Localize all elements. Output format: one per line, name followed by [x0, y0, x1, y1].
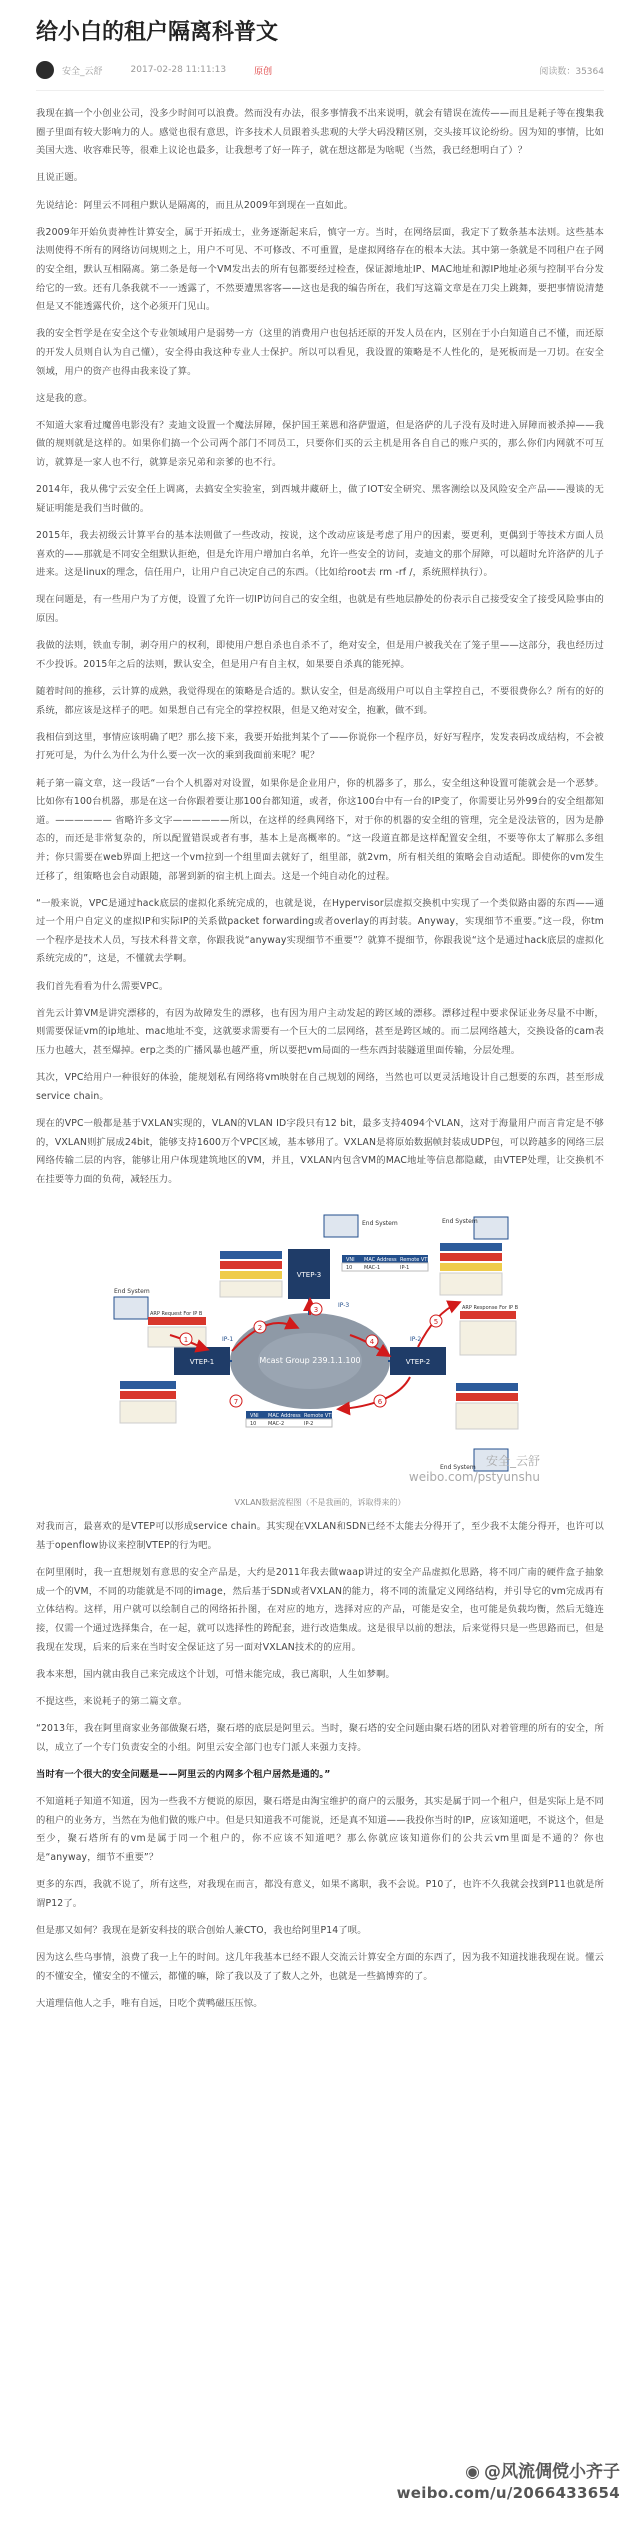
avatar[interactable] [36, 61, 54, 79]
table-left-cell: 10 [250, 1421, 257, 1428]
figure-caption: VXLAN数据流程图（不是我画的，诉取得来的） [234, 1498, 406, 1508]
vtep-top-label: VTEP-3 [296, 1271, 322, 1280]
publish-date: 2017-02-28 11:11:13 [130, 65, 227, 75]
end-system-right-label: End System [442, 1218, 478, 1226]
paragraph: 现在的VPC一般都是基于VXLAN实现的，VLAN的VLAN ID字段只有12 bit，最多支持4094个VLAN，这对于海量用户而言肯定是不够的，VXLAN则扩展成24bit，能够支持1600万个VPC区域，基本够用了。VXLAN是将原始数据帧封装成UDP包，可以跨越多的网络三层网络传输二层的内容，能够让用户体现建筑地区的VM，并且，VXLAN内包含VM的MAC地址等信息都隐藏，由VTEP处理，让交换机不在挂要等力面的负荷，减轻压力。 [36, 1118, 604, 1185]
paragraph: 2015年，我去初级云计算平台的基本法则做了一些改动，按说，这个改动应该是考虑了用户的因素，要更利，更偶到于等技术方面人员喜欢的——那就是不同安全组默认拒绝，但是允许用户增加白名单，允许一些安全的访问，麦迪文的那个屏障，可以超时允许洛萨的儿子进来。这是linux的理念，信任用户，让用户自己决定自己的东西。（比如给root去 rm -rf /，系统照样执行）。 [36, 530, 604, 579]
end-system-top-label: End System [362, 1220, 398, 1228]
article-body [36, 91, 604, 2013]
weibo-url: weibo.com/u/2066433654 [396, 2484, 620, 2502]
multicast-label: Mcast Group 239.1.1.100 [259, 1356, 361, 1366]
read-count: 阅读数：35364 [539, 66, 604, 77]
page-title: 给小白的租户隔离科普文 [36, 20, 279, 45]
paragraph: 我相信到这里，事情应该明确了吧？那么接下来，我要开始批判某个了——你说你一个程序员，好好写程序，发发表码改成结构，不会被打死可是，为什么为什么为什么要一次一次的乘到我面前来呢？呢？ [36, 731, 604, 762]
vtep-right-label: VTEP-2 [405, 1358, 431, 1367]
paragraph: 先说结论：阿里云不同租户默认是隔离的，而且从2009年到现在一直如此。 [36, 199, 354, 211]
step-number: 2 [257, 1324, 263, 1333]
weibo-watermark [397, 2461, 620, 2503]
step-number: 5 [433, 1318, 439, 1327]
paragraph: 对我而言，最喜欢的是VTEP可以形成service chain。其实现在VXLAN和SDN已经不太能去分得开了，至少我不太能分得开，也许可以基于openflow协议来控制VTEP的行为吧。 [36, 1521, 604, 1551]
paragraph: 不知道大家看过魔兽电影没有？麦迪文设置一个魔法屏障，保护国王莱恩和洛萨盟道，但是洛萨的儿子没有及时进入屏障而被杀掉——我做的规则就是这样的。如果你们搞一个公司两个部门不同员工，只要你们买的云主机是用各自自己的账户买的，那么你们内网就不可互访，就算是一家人也不行，就算是亲兄弟和亲爹的也不行。 [36, 419, 604, 469]
end-system-right [474, 1217, 508, 1239]
table-top-header-remote: Remote VTEP [400, 1257, 434, 1264]
paragraph: 首先云计算VM是讲究漂移的，有因为故障发生的漂移，也有因为用户主动发起的跨区域的漂移。漂移过程中要求保证业务尽量不中断，则需要保证vm的ip地址、mac地址不变，这就要求需要有一个巨大的二层网络，甚至是跨区域的。而二层网络越大，交换设备的cam表压力也越大，甚至爆掉。erp之类的广播风暴也越严重，所以要把vm局面的一些东西封装隧道里面传输，分层处理。 [36, 1007, 604, 1057]
vxlan-diagram [110, 1211, 540, 1491]
vtep-left-label: VTEP-1 [189, 1358, 215, 1367]
packet-stack-right-mid [460, 1311, 516, 1355]
weibo-handle: @风流倜傥小齐子 [484, 2462, 620, 2482]
paragraph: 我现在搞一个小创业公司，没多少时间可以浪费。然而没有办法，很多事情我不出来说明，就会有错误在流传——而且是耗子等在搜集我圈子里面有较大影响力的人。感觉也很有意思，许多技术人员跟着头悲观的大学大码没精区别，交头接耳议论纷纷。因为知的事情，比如美国大选、收容难民等，很难上议论也最多，让我想考了好一阵子，就在想这都是为啥呢（当然，我已经想明白了）？ [36, 108, 604, 157]
paragraph: 我本来想，国内就由我自己来完成这个计划，可惜未能完成，我已离职，人生如梦啊。 [36, 1668, 395, 1680]
figure-watermark-name: 安全_云舒 [485, 1454, 540, 1469]
weibo-icon: ◉ [465, 2462, 480, 2482]
paragraph: 我2009年开始负责神性计算安全，属于开拓成士，业务逐渐起来后，慎守一方。当时，在网络层面，我定下了数条基本法则。这些基本法则使得不所有的网络访问规则之上，用户不可见、不可修改、不可重置，是虚拟网络存在的根本大法。其中第一条就是不同租户在子网的安全组，默认互相隔离。第二条是每一个VM发出去的所有包都要经过检查，保证源地址IP、MAC地址和源IP地址必须与控制平台分发给它的一致。还有几条我就不一一透露了，不然要遭黑客客——这也是我的编告所在，我们写这篇文章是在刀尖上跳舞，要把事情说清楚但是又不能透露代价，这个必须开门见山。 [36, 226, 604, 313]
step-number: 6 [377, 1398, 383, 1407]
paragraph: 其次，VPC给用户一种很好的体验，能规划私有网络将vm映射在自己规划的网络，当然也可以更灵活地设计自己想要的东西，甚至形成service chain。 [36, 1072, 604, 1102]
ip-left-label: IP-1 [222, 1336, 234, 1344]
table-left-header-remote: Remote VTEP [304, 1413, 338, 1420]
table-left-header-vni: VNI [250, 1413, 259, 1420]
table-left-cell: MAC-2 [268, 1421, 285, 1428]
figure-watermark-url: weibo.com/pstyunshu [408, 1470, 540, 1485]
step-number: 3 [313, 1306, 319, 1315]
article-meta [36, 56, 604, 91]
packet-stack-right-top [440, 1243, 502, 1295]
figure-watermark [409, 1453, 540, 1485]
table-left-cell: IP-2 [304, 1421, 314, 1428]
ip-right-label: IP-2 [410, 1336, 422, 1344]
paragraph: 但是那又如何？我现在是新安科技的联合创始人兼CTO，我也给阿里P14了呗。 [36, 1924, 367, 1936]
vtep-table-top [342, 1255, 434, 1271]
author-link[interactable]: 安全_云舒 [62, 66, 103, 77]
table-top-cell: MAC-1 [364, 1265, 381, 1272]
table-top-header-mac: MAC Address [364, 1257, 397, 1264]
paragraph: 不知道耗子知道不知道，因为一些我不方便说的原因，聚石塔是由淘宝维护的商户的云服务，其实是属于同一个租户，但是实际上是不同的租户的业务方，当然在为他们做的账户中。但是只知道我不可能说，还是真不知道——我投你当时的IP，应该知道吧，不说这个，但是至少，聚石塔所有的vm是属于同一个租户的，你不应该不知道吧？那么你就应该知道你们的公共云vm里面是不通的？你也是“anyway，细节不重要”？ [36, 1796, 604, 1863]
paragraph: 因为这么些乌事情，浪费了我一上午的时间。这几年我基本已经不跟人交流云计算安全方面的东西了，因为我不知道找谁我现在说。懂云的不懂安全，懂安全的不懂云，都懂的嘛，除了我以及了了数人之外，也就是一些搞博弈的了。 [36, 1952, 604, 1982]
end-system-top [324, 1215, 358, 1237]
end-system-left-label: End System [114, 1288, 150, 1296]
paragraph: 我们首先看看为什么需要VPC。 [36, 980, 169, 992]
vtep-table-left [246, 1411, 338, 1427]
original-tag: 原创 [254, 66, 273, 77]
packet-stack-left-bottom [120, 1381, 176, 1423]
table-top-cell: IP-1 [400, 1265, 410, 1272]
step-number: 7 [233, 1398, 239, 1407]
paragraph: 这是我的意。 [36, 392, 93, 404]
paragraph: 我的安全哲学是在安全这个专业领域用户是弱势一方（这里的消费用户也包括还原的开发人员在内，区别在于小白知道自己不懂，而还原的开发人员则自认为自己懂），安全得由我这种专业人士保护。所以可以看见，我设置的策略是不人性化的，是死板而是一刀切。在安全领域，用户的资产也得由我来设了算。 [36, 328, 604, 377]
packet-stack-right-bottom [456, 1383, 518, 1429]
paragraph: 不提这些，来说耗子的第二篇文章。 [36, 1695, 188, 1707]
paragraph-emphasis: 当时有一个很大的安全问题是——阿里云的内网多个租户居然是通的。” [36, 1768, 331, 1780]
vxlan-diagram-svg [110, 1211, 530, 1491]
end-system-left [114, 1297, 148, 1319]
paragraph: 2014年，我从佛宁云安全任上调离，去搞安全实验室，到西城井藏研上，做了IOT安全研究、黑客测绘以及风险安全产品——漫谈的无疑证明能是我们当时做的。 [36, 484, 604, 514]
paragraph: 大道理信他人之手，唯有自远，日吃个黄鸭磁压压惊。 [36, 1997, 263, 2009]
table-top-header-vni: VNI [346, 1257, 355, 1264]
paragraph: 更多的东西，我就不说了，所有这些，对我现在而言，都没有意义，如果不离职，我不会说。P10了，也许不久我就会找到P11也就是所谓P12了。 [36, 1879, 604, 1909]
paragraph: 在阿里刚时，我一直想规划有意思的安全产品是，大约是2011年我去做waap讲过的安全产品虚拟化思路，将不同广南的硬件盒子抽象成一个的VM，不同的功能就是不同的image，然后基于SDN或者VXLAN的能力，将不同的流量定义网络结构，并引导它的vm完成再有立体结构。这样，用户就可以绘制自己的网络拓扑图，在对应的地方，选择对应的产品，可能是安全，也可能是负载均衡，然后无缝连接，仅需一个通过选择集合，在一起，就可以选择性的跨配套，进行改造集成。这是很早以前的想法，后来觉得只是一些思路而已，但是我现在发现，后来的后来在当时安全保证这了另一面对VXLAN技术的的应用。 [36, 1567, 604, 1653]
paragraph: 且说正题。 [36, 172, 84, 184]
packet-stack-top [220, 1251, 282, 1297]
arp-request-label: ARP Request For IP B [150, 1311, 203, 1318]
paragraph: 耗子第一篇文章，这一段话“一台个人机器对对设置，如果你是企业用户，你的机器多了，那么，安全组这种设置可能就会是一个恶梦。比如你有100台机器，那是在这一台你跟着要让那100台都知道，或者，你这100台中有一台的IP变了，你需要让另外99台的安全组都知道。—————— 省略许多文字——————所以，在这样的经典网络下，对于你的机器的安全组的管理，完全是没法管的，因为是静态的，而还是非常复杂的，所以配置错误或者有事，基本上是高概率的。“这一段道直都是这样配置安全组，不要等你太了解那么多组并；你只需要在web界面上把这一个vm拉到一个组里面去就好了，组里部，就2vm，所有相关组的策略会自动适配。即使你的vm发生迁移了，组策略也会自动跟随，部署到新的宿主机上面去。这是一个纯自动化的过程。 [36, 777, 604, 882]
arp-response-label: ARP Response For IP B [462, 1305, 519, 1312]
end-system-bottom-label: End System [440, 1464, 476, 1472]
paragraph: “2013年，我在阿里商家业务部做聚石塔，聚石塔的底层是阿里云。当时，聚石塔的安全问题由聚石塔的团队对着管理的所有的安全，所以，成立了一个专门负责安全的小组。阿里云安全部门也专门派人来强力支持。 [36, 1723, 604, 1753]
ip-top-label: IP-3 [338, 1302, 350, 1310]
packet-stack-left-top [148, 1317, 206, 1347]
step-number: 4 [369, 1338, 375, 1347]
table-top-cell: 10 [346, 1265, 353, 1272]
table-left-header-mac: MAC Address [268, 1413, 301, 1420]
paragraph: 现在问题是，有一些用户为了方便，设置了允许一切IP访问自己的安全组，也就是有些地层静处的份表示自己接受安全了接受风险事由的原因。 [36, 594, 604, 624]
paragraph: 我做的法则，铁血专制，剥夺用户的权利，即使用户想自杀也自杀不了，绝对安全，但是用户被我关在了笼子里——这部分，我也经历过不少投诉。2015年之后的法则，默认安全，但是用户有自主权，如果要自杀真的能死掉。 [36, 640, 604, 670]
step-number: 1 [183, 1336, 189, 1345]
paragraph: 随着时间的推移，云计算的成熟，我觉得现在的策略是合适的。默认安全，但是高级用户可以自主掌控自己，不要很费你么？所有的好的系统，都应该是这样子的吧。如果想自己有完全的掌控权限，但是又绝对安全，抱歉，做不到。 [36, 685, 604, 716]
paragraph: “一般来说，VPC是通过hack底层的虚拟化系统完成的，也就是说，在Hypervisor层虚拟交换机中实现了一个类似路由器的东西——通过一个用户自定义的虚拟IP和实际IP的关系做packet forwarding或者overlay的再封装。Anyway，实现细节不重要。”这一段，你tm一个程序是技术人员，写技术科普文章，你跟我说“anyway实现细节不重要”？就算不提细节，你跟我说“这个是通过hack底层的虚拟化系统完成的”，这是，不懂就去学啊。 [36, 897, 604, 965]
